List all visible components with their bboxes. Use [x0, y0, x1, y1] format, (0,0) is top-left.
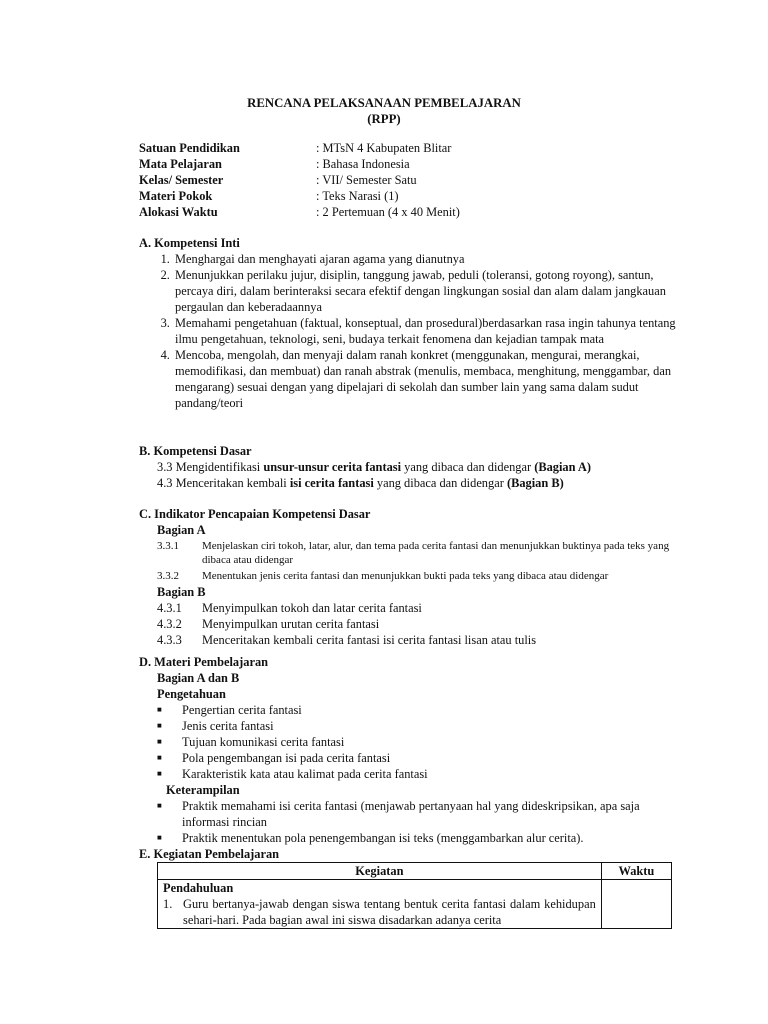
list-item-text: Jenis cerita fantasi: [182, 719, 274, 733]
section-heading: E. Kegiatan Pembelajaran: [139, 847, 280, 861]
info-label: Kelas/ Semester: [139, 173, 224, 187]
square-bullet-icon: ■: [157, 705, 162, 714]
activity-text: Guru bertanya-jawab dengan siswa tentang bentuk cerita fantasi dalam kehidupan sehari-hari. Pada bagian awal ini siswa disadarkan adanya cerita: [183, 897, 596, 927]
activity-number: 1.: [163, 897, 173, 911]
section-materi: [139, 654, 679, 846]
table-header-row: [158, 863, 672, 880]
kd-part: (Bagian B): [506, 476, 564, 490]
sub-heading-bagian-b: Bagian B: [157, 585, 206, 599]
indicator-text: Menyimpulkan urutan cerita fantasi: [202, 617, 380, 631]
info-value: : Bahasa Indonesia: [316, 157, 410, 171]
list-item: 2. Menunjukkan perilaku jujur, disiplin, tanggung jawab, peduli (toleransi, gotong royong), santun, percaya diri, dalam berinteraksi secara efektif dengan lingkungan sosial dan alam dalam jangkauan pergaulan dan keberadaannya: [173, 267, 679, 315]
sub-heading-bagian-a: Bagian A: [157, 523, 206, 537]
sub-heading: Pengetahuan: [157, 687, 226, 701]
square-bullet-icon: ■: [157, 801, 162, 810]
table-cell-time: [601, 880, 671, 929]
section-heading: B. Kompetensi Dasar: [139, 444, 252, 458]
list-item-text: Pola pengembangan isi pada cerita fantasi: [182, 751, 391, 765]
kd-text: 3.3 Mengidentifikasi: [157, 460, 264, 474]
kd-part: (Bagian A): [534, 460, 592, 474]
list-item: [139, 766, 679, 782]
list-item-text: Praktik menentukan pola penengembangan isi teks (menggambarkan alur cerita).: [182, 831, 584, 845]
column-header-kegiatan: Kegiatan: [158, 863, 602, 880]
title-line-1: RENCANA PELAKSANAAN PEMBELAJARAN: [247, 96, 521, 110]
indicator-code: 4.3.2: [157, 617, 182, 631]
indicator-code: 4.3.1: [157, 601, 182, 615]
list-item: [139, 702, 679, 718]
square-bullet-icon: ■: [157, 833, 162, 842]
list-item-text: Pengertian cerita fantasi: [182, 703, 302, 717]
list-item: 3. Memahami pengetahuan (faktual, konseptual, dan prosedural)berdasarkan rasa ingin tahunya tentang ilmu pengetahuan, teknologi, seni, budaya terkait fenomena dan kejadian tampak mata: [173, 315, 679, 347]
info-label: Mata Pelajaran: [139, 157, 222, 171]
section-heading: D. Materi Pembelajaran: [139, 655, 269, 669]
info-label: Satuan Pendidikan: [139, 141, 240, 155]
list-item: 4. Mencoba, mengolah, dan menyaji dalam ranah konkret (menggunakan, mengurai, merangkai, memodifikasi, dan membuat) dan ranah abstrak (menulis, membaca, menghitung, menggambar, dan mengarang) sesuai dengan yang dipelajari di sekolah dan sumber lain yang sama dalam sudut pandang/teori: [173, 347, 679, 411]
list-item-text: Praktik memahami isi cerita fantasi (menjawab pertanyaan hal yang dideskripsikan, apa saja informasi rincian: [182, 799, 640, 829]
section-kompetensi-dasar: [139, 443, 679, 491]
kegiatan-table: [157, 862, 672, 929]
kd-item: [139, 475, 679, 491]
square-bullet-icon: ■: [157, 721, 162, 730]
table-cell: [158, 880, 602, 929]
indicator-text: Menceritakan kembali cerita fantasi isi cerita fantasi lisan atau tulis: [202, 633, 537, 647]
kompetensi-inti-list: [139, 251, 679, 411]
kd-text: yang dibaca dan didengar: [401, 460, 535, 474]
document-title: [0, 95, 768, 127]
info-label: Materi Pokok: [139, 189, 213, 203]
indicator-row: [139, 539, 679, 567]
info-value: : MTsN 4 Kabupaten Blitar: [316, 141, 452, 155]
indicator-code: 4.3.3: [157, 633, 182, 647]
info-value: : 2 Pertemuan (4 x 40 Menit): [316, 205, 460, 219]
section-heading: C. Indikator Pencapaian Kompetensi Dasar: [139, 507, 371, 521]
activity-item: [163, 896, 596, 928]
list-item: 1. Menghargai dan menghayati ajaran agama yang dianutnya: [173, 251, 679, 267]
sub-heading: Bagian A dan B: [157, 671, 240, 685]
square-bullet-icon: ■: [157, 737, 162, 746]
identity-block: [139, 140, 699, 220]
indicator-text: Menentukan jenis cerita fantasi dan menunjukkan bukti pada teks yang dibaca atau didengar: [202, 570, 609, 582]
list-item-text: Tujuan komunikasi cerita fantasi: [182, 735, 345, 749]
section-kompetensi-inti: [139, 235, 679, 411]
list-item: [139, 798, 679, 830]
indicator-text: Menyimpulkan tokoh dan latar cerita fantasi: [202, 601, 422, 615]
table-row: [158, 880, 672, 929]
list-item-text: Karakteristik kata atau kalimat pada cerita fantasi: [182, 767, 428, 781]
list-item: [139, 718, 679, 734]
list-item: [139, 734, 679, 750]
indicator-code: 3.3.1: [157, 540, 179, 552]
info-value: : Teks Narasi (1): [316, 189, 399, 203]
indicator-code: 3.3.2: [157, 570, 179, 582]
indicator-row: [139, 600, 679, 616]
kd-item: [139, 459, 679, 475]
kd-text: 4.3 Menceritakan kembali: [157, 476, 290, 490]
pengetahuan-list: [139, 702, 679, 782]
indicator-row: [139, 632, 679, 648]
info-row: [139, 204, 699, 220]
indicator-row: [139, 569, 679, 583]
info-row: [139, 156, 699, 172]
sub-heading: Keterampilan: [166, 783, 240, 797]
section-heading: A. Kompetensi Inti: [139, 236, 240, 250]
list-item: [139, 750, 679, 766]
info-label: Alokasi Waktu: [139, 205, 218, 219]
phase-heading: Pendahuluan: [163, 881, 234, 895]
title-line-2: (RPP): [367, 112, 401, 126]
column-header-waktu: Waktu: [601, 863, 671, 880]
info-row: [139, 188, 699, 204]
section-kegiatan: [139, 846, 679, 862]
info-value: : VII/ Semester Satu: [316, 173, 417, 187]
kd-emphasis: isi cerita fantasi: [289, 476, 374, 490]
square-bullet-icon: ■: [157, 753, 162, 762]
indicator-row: [139, 616, 679, 632]
indicator-text: Menjelaskan ciri tokoh, latar, alur, dan tema pada cerita fantasi dan menunjukkan buktinya pada teks yang dibaca atau didengar: [202, 540, 670, 566]
info-row: [139, 140, 699, 156]
kd-text: yang dibaca dan didengar: [373, 476, 507, 490]
kd-emphasis: unsur-unsur cerita fantasi: [263, 460, 402, 474]
keterampilan-list: [139, 798, 679, 846]
list-item: [139, 830, 679, 846]
square-bullet-icon: ■: [157, 769, 162, 778]
section-indikator: [139, 506, 679, 648]
info-row: [139, 172, 699, 188]
